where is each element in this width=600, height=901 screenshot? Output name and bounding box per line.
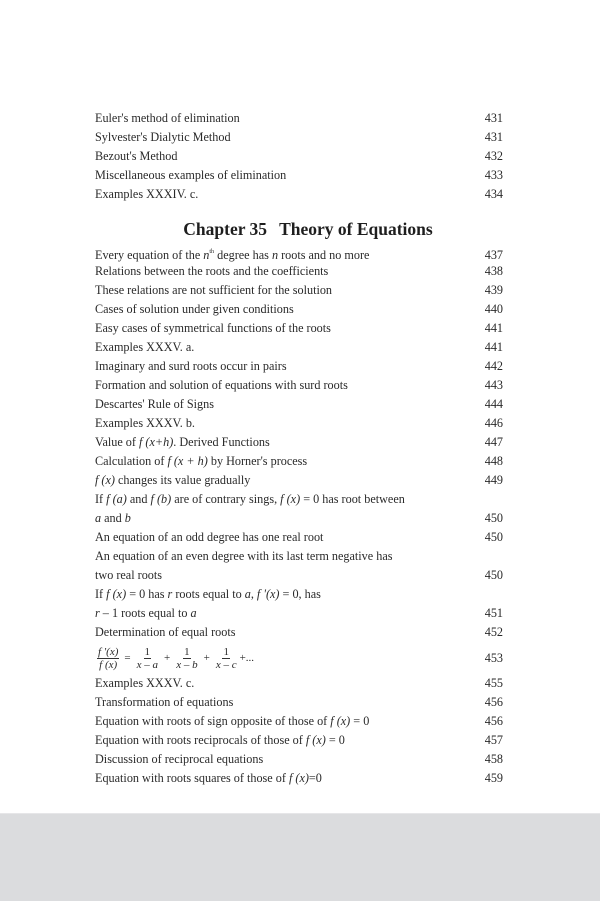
numerator: 1 bbox=[184, 645, 190, 658]
text: by Horner's process bbox=[207, 454, 308, 468]
toc-entry[interactable] bbox=[95, 471, 503, 490]
toc-entry-page: 458 bbox=[484, 752, 503, 766]
formula bbox=[95, 642, 254, 674]
superscript: th bbox=[209, 249, 215, 255]
text: roots equal to bbox=[172, 587, 245, 601]
toc-entry-page: 434 bbox=[484, 187, 503, 201]
fraction-term bbox=[136, 646, 159, 671]
denominator: f (x) bbox=[99, 658, 118, 671]
toc-entry-page: 444 bbox=[484, 397, 503, 411]
denominator: x – b bbox=[176, 658, 198, 671]
toc-entry-page: 456 bbox=[484, 695, 503, 709]
math-expr: f (x) bbox=[288, 771, 309, 785]
text: = 0 bbox=[350, 714, 370, 728]
chapter-title: Theory of Equations bbox=[279, 219, 433, 239]
text: = 0, has bbox=[279, 587, 321, 601]
toc-entry-page: 459 bbox=[484, 771, 503, 785]
math-expr: f (a) bbox=[106, 492, 127, 506]
toc-entry-page: 451 bbox=[484, 606, 503, 620]
toc-entry-title: Sylvester's Dialytic Method bbox=[95, 130, 231, 144]
text: Value of bbox=[95, 435, 139, 449]
equals-sign: = bbox=[124, 652, 131, 664]
toc-entry-title: An equation of an even degree with its last term negative has bbox=[95, 549, 393, 563]
math-expr: f (b) bbox=[150, 492, 172, 506]
text: and bbox=[101, 511, 125, 525]
toc-entry-title: These relations are not sufficient for the solution bbox=[95, 283, 333, 297]
toc-entry[interactable] bbox=[95, 528, 503, 547]
text: Calculation of bbox=[95, 454, 168, 468]
toc-entry-page: 452 bbox=[484, 625, 503, 639]
text: roots and no more bbox=[278, 248, 370, 262]
toc-entry-title: two real roots bbox=[95, 568, 163, 582]
denominator: x – c bbox=[215, 658, 237, 671]
toc-entry[interactable] bbox=[95, 185, 503, 204]
numerator: 1 bbox=[144, 645, 151, 658]
toc-entry-title bbox=[95, 604, 197, 623]
toc-entry-title: An equation of an odd degree has one real root bbox=[95, 530, 324, 544]
math-expr: f (x + h) bbox=[167, 454, 208, 468]
math-var: n bbox=[271, 248, 279, 262]
plus-sign: + bbox=[203, 652, 210, 664]
math-var: r bbox=[95, 606, 100, 620]
toc-entry-title: Euler's method of elimination bbox=[95, 111, 240, 125]
table-of-contents bbox=[95, 109, 503, 788]
toc-entry-title: Easy cases of symmetrical functions of the roots bbox=[95, 321, 331, 335]
toc-entry-title: Determination of equal roots bbox=[95, 625, 236, 639]
fraction-lhs bbox=[97, 646, 119, 671]
fraction-term bbox=[215, 646, 238, 671]
toc-entry-title: Cases of solution under given conditions bbox=[95, 302, 294, 316]
toc-entry[interactable] bbox=[95, 414, 503, 433]
ellipsis: +... bbox=[239, 652, 255, 664]
toc-entry-page: 440 bbox=[484, 302, 503, 316]
toc-entry-page: 455 bbox=[484, 676, 503, 690]
math-expr: f (x) bbox=[95, 473, 115, 487]
toc-entry-page: 442 bbox=[484, 359, 503, 373]
toc-entry-title: Descartes' Rule of Signs bbox=[95, 397, 214, 411]
text: Equation with roots reciprocals of those of bbox=[95, 733, 306, 747]
toc-entry-page: 437 bbox=[484, 248, 503, 262]
toc-entry-page: 449 bbox=[484, 473, 503, 487]
toc-entry[interactable] bbox=[95, 769, 503, 788]
toc-entry-page: 441 bbox=[484, 321, 503, 335]
math-expr: f (x) bbox=[280, 492, 301, 506]
math-var: r bbox=[167, 587, 173, 601]
toc-entry[interactable] bbox=[95, 147, 503, 166]
toc-entry-page: 433 bbox=[484, 168, 503, 182]
toc-entry-formula[interactable] bbox=[95, 642, 503, 674]
toc-entry-page: 450 bbox=[484, 530, 503, 544]
toc-entry-page: 446 bbox=[484, 416, 503, 430]
math-expr: f (x) bbox=[330, 714, 351, 728]
toc-entry-line1[interactable] bbox=[95, 585, 503, 604]
math-var: a bbox=[244, 587, 251, 601]
text: If bbox=[95, 492, 107, 506]
toc-entry-line2[interactable] bbox=[95, 509, 503, 528]
toc-entry-title bbox=[95, 509, 131, 528]
toc-entry-title: Miscellaneous examples of elimination bbox=[95, 168, 287, 182]
toc-entry-page: 432 bbox=[484, 149, 503, 163]
math-expr: f (x) bbox=[305, 733, 326, 747]
text: Equation with roots squares of those of bbox=[95, 771, 289, 785]
toc-entry[interactable] bbox=[95, 166, 503, 185]
numerator: f '(x) bbox=[98, 645, 119, 658]
toc-entry-page: 438 bbox=[484, 264, 503, 278]
toc-entry[interactable] bbox=[95, 693, 503, 712]
text: – 1 roots equal to bbox=[99, 606, 191, 620]
toc-entry-page: 447 bbox=[484, 435, 503, 449]
toc-entry[interactable] bbox=[95, 243, 503, 262]
toc-entry-page: 450 bbox=[484, 568, 503, 582]
toc-entry-page: 453 bbox=[484, 651, 503, 665]
math-expr: f '(x) bbox=[256, 587, 280, 601]
math-expr: f (x) bbox=[106, 587, 127, 601]
toc-entry-title: Bezout's Method bbox=[95, 149, 178, 163]
toc-entry-title bbox=[95, 490, 405, 509]
plus-sign: + bbox=[163, 652, 171, 664]
math-expr: f (x+h) bbox=[139, 435, 174, 449]
text: = 0 has root between bbox=[300, 492, 405, 506]
toc-entry[interactable] bbox=[95, 750, 503, 769]
toc-entry[interactable] bbox=[95, 376, 503, 395]
text: If bbox=[95, 587, 107, 601]
text: degree has bbox=[214, 248, 272, 262]
toc-entry-page: 441 bbox=[484, 340, 503, 354]
toc-entry-page: 431 bbox=[484, 130, 503, 144]
toc-entry[interactable] bbox=[95, 319, 503, 338]
toc-entry-page: 457 bbox=[484, 733, 503, 747]
toc-entry-page: 448 bbox=[484, 454, 503, 468]
toc-entry-page: 450 bbox=[484, 511, 503, 525]
toc-entry-title bbox=[95, 731, 345, 750]
toc-entry-title: Examples XXXIV. c. bbox=[95, 187, 199, 201]
toc-entry-page: 431 bbox=[484, 111, 503, 125]
toc-entry[interactable] bbox=[95, 731, 503, 750]
math-var: n bbox=[203, 248, 210, 262]
toc-entry-page: 443 bbox=[484, 378, 503, 392]
toc-entry[interactable] bbox=[95, 433, 503, 452]
toc-entry-title bbox=[95, 471, 250, 490]
text: , bbox=[250, 587, 257, 601]
toc-entry-title bbox=[95, 712, 369, 731]
toc-entry[interactable] bbox=[95, 395, 503, 414]
toc-entry[interactable] bbox=[95, 712, 503, 731]
toc-entry-page: 456 bbox=[484, 714, 503, 728]
toc-entry-title: Relations between the roots and the coefficients bbox=[95, 264, 329, 278]
math-var: a bbox=[190, 606, 197, 620]
toc-entry[interactable] bbox=[95, 674, 503, 693]
toc-entry-line1[interactable] bbox=[95, 490, 503, 509]
toc-entry[interactable] bbox=[95, 128, 503, 147]
toc-entry-title bbox=[95, 769, 322, 788]
text: = 0 bbox=[325, 733, 345, 747]
text: = 0 has bbox=[126, 587, 168, 601]
math-var: a bbox=[95, 511, 102, 525]
toc-entry-title: Imaginary and surd roots occur in pairs bbox=[95, 359, 287, 373]
toc-entry[interactable] bbox=[95, 623, 503, 642]
toc-entry-title: Transformation of equations bbox=[95, 695, 234, 709]
text: . Derived Functions bbox=[173, 435, 270, 449]
viewer-background bbox=[0, 813, 600, 901]
fraction-term bbox=[175, 646, 198, 671]
toc-entry-line2[interactable] bbox=[95, 604, 503, 623]
toc-entry[interactable] bbox=[95, 452, 503, 471]
toc-entry[interactable] bbox=[95, 357, 503, 376]
toc-entry-title: Discussion of reciprocal equations bbox=[95, 752, 264, 766]
toc-entry-title: Formation and solution of equations with surd roots bbox=[95, 378, 348, 392]
denominator: x – a bbox=[136, 658, 158, 671]
toc-entry[interactable] bbox=[95, 338, 503, 357]
text: are of contrary sings, bbox=[171, 492, 281, 506]
toc-entry-title: Examples XXXV. b. bbox=[95, 416, 195, 430]
toc-entry[interactable] bbox=[95, 300, 503, 319]
toc-entry-page: 439 bbox=[484, 283, 503, 297]
toc-entry[interactable] bbox=[95, 109, 503, 128]
text: Equation with roots of sign opposite of those of bbox=[95, 714, 331, 728]
math-var: b bbox=[124, 511, 131, 525]
toc-entry-title bbox=[95, 433, 270, 452]
toc-entry-line1[interactable] bbox=[95, 547, 503, 566]
numerator: 1 bbox=[223, 645, 229, 658]
chapter-number: Chapter 35 bbox=[183, 219, 268, 239]
chapter-heading bbox=[95, 216, 503, 242]
text: Every equation of the bbox=[95, 248, 204, 262]
toc-entry[interactable] bbox=[95, 262, 503, 281]
text: =0 bbox=[308, 771, 322, 785]
text: changes its value gradually bbox=[114, 473, 251, 487]
toc-entry-title bbox=[95, 452, 307, 471]
toc-entry-title bbox=[95, 585, 321, 604]
toc-entry-title: Examples XXXV. a. bbox=[95, 340, 195, 354]
text: and bbox=[126, 492, 151, 506]
toc-entry-line2[interactable] bbox=[95, 566, 503, 585]
toc-entry-title: Examples XXXV. c. bbox=[95, 676, 195, 690]
toc-entry[interactable] bbox=[95, 281, 503, 300]
